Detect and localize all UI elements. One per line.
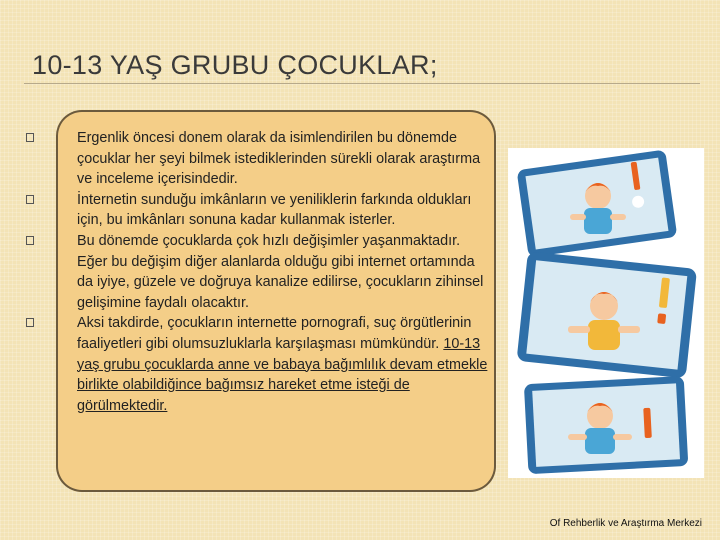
bullet-item <box>0 128 500 190</box>
bullet-text: Bu dönemde çocuklarda çok hızlı değişimler yaşanmaktadır. Eğer bu değişim diğer alanlarda olduğu gibi internet ortamında da iyiye, güzele ve doğruya kanalize edilirse, çocukların zihinsel gelişimine faydalı olacaktır. <box>77 232 484 311</box>
illustration-svg <box>508 148 704 478</box>
checkbox-bullet-icon <box>26 133 34 142</box>
children-tablets-illustration <box>508 148 704 478</box>
checkbox-bullet-icon <box>26 236 34 245</box>
checkbox-bullet-icon <box>26 195 34 204</box>
bullet-list <box>0 128 500 416</box>
bullet-item <box>0 313 500 416</box>
bullet-text-underlined: 10-13 yaş grubu çocuklarda anne ve babaya bağımlılık devam etmekle birlikte olabildiğince bağımsız hareket etme isteği de görülmektedir. <box>77 335 488 414</box>
bullet-text: Ergenlik öncesi donem olarak da isimlendirilen bu dönemde çocuklar her şeyi bilmek istediklerinden sürekli olarak araştırma ve inceleme içerisindedir. <box>77 130 481 188</box>
title-divider <box>24 83 700 84</box>
bullet-text: İnternetin sunduğu imkânların ve yeniliklerin farkında oldukları için, bu imkânları sonuna kadar kullanmak isterler. <box>77 191 472 229</box>
slide-title: 10-13 YAŞ GRUBU ÇOCUKLAR; <box>32 50 438 80</box>
footer-credit: Of Rehberlik ve Araştırma Merkezi <box>549 518 702 529</box>
bullet-text: Aksi takdirde, çocukların internette pornografi, suç örgütlerinin faaliyetleri gibi olumsuzluklarla karşılaşması mümkündür. <box>77 315 472 352</box>
checkbox-bullet-icon <box>26 318 34 327</box>
bullet-item <box>0 190 500 231</box>
bullet-item <box>0 231 500 313</box>
